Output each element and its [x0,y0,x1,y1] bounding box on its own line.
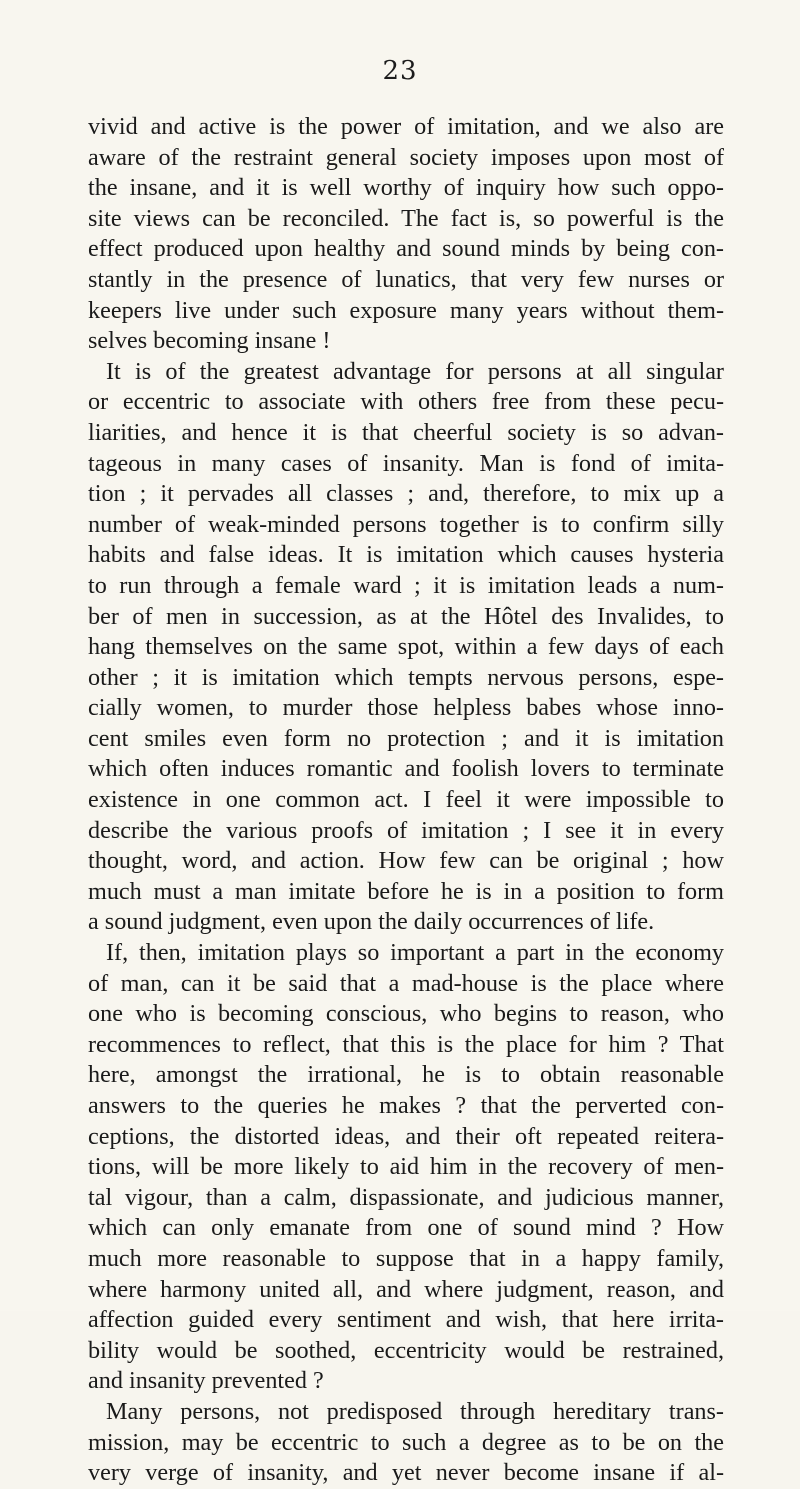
text-line: number of weak-minded persons together is to confirm silly [88,510,724,538]
text-line: here, amongst the irrational, he is to obtain reasonable [88,1061,724,1089]
text-line: keepers live under such exposure many years without them- [88,296,724,324]
text-line: site views can be reconciled. The fact is, so powerful is the [88,204,724,232]
text-line: existence in one common act. I feel it were impossible to [88,786,724,814]
text-line: thought, word, and action. How few can be original ; how [88,847,724,875]
text-line: affection guided every sentiment and wish, that here irrita- [88,1306,724,1334]
text-line: tions, will be more likely to aid him in the recovery of men- [88,1153,724,1181]
text-line: other ; it is imitation which tempts nervous persons, espe- [88,663,724,691]
text-line: to run through a female ward ; it is imitation leads a num- [88,571,724,599]
text-line: tal vigour, than a calm, dispassionate, and judicious manner, [88,1183,724,1211]
text-line: stantly in the presence of lunatics, that very few nurses or [88,265,724,293]
body-text [88,112,724,1489]
text-line: cially women, to murder those helpless babes whose inno- [88,694,724,722]
text-line: much more reasonable to suppose that in a happy family, [88,1244,724,1272]
text-line: tageous in many cases of insanity. Man is fond of imita- [88,449,724,477]
text-line: one who is becoming conscious, who begins to reason, who [88,1000,724,1028]
text-line: a sound judgment, even upon the daily occurrences of life. [88,908,655,936]
text-line: recommences to reflect, that this is the place for him ? That [88,1030,724,1058]
text-line: aware of the restraint general society imposes upon most of [88,143,724,171]
text-line: or eccentric to associate with others free from these pecu- [88,388,724,416]
text-line: describe the various proofs of imitation ; I see it in every [88,816,724,844]
text-line: bility would be soothed, eccentricity would be restrained, [88,1336,724,1364]
text-line: where harmony united all, and where judgment, reason, and [88,1275,724,1303]
text-line: ber of men in succession, as at the Hôtel des Invalides, to [88,602,724,630]
text-line: selves becoming insane ! [88,327,331,355]
text-line: vivid and active is the power of imitation, and we also are [88,113,724,140]
text-line: habits and false ideas. It is imitation which causes hysteria [88,541,724,569]
text-line: much must a man imitate before he is in a position to form [88,877,724,905]
text-line: cent smiles even form no protection ; and it is imitation [88,724,724,752]
text-line: ceptions, the distorted ideas, and their oft repeated reitera- [88,1122,724,1150]
text-line: very verge of insanity, and yet never become insane if al- [88,1459,724,1487]
text-line: which often induces romantic and foolish lovers to terminate [88,755,724,783]
text-line: of man, can it be said that a mad-house is the place where [88,969,724,997]
text-line: mission, may be eccentric to such a degree as to be on the [88,1428,724,1456]
text-line: and insanity prevented ? [88,1367,324,1395]
text-line: effect produced upon healthy and sound minds by being con- [88,235,724,263]
text-line: hang themselves on the same spot, within a few days of each [88,633,724,661]
paragraph-first-line: Many persons, not predisposed through hereditary trans- [106,1397,724,1425]
text-line: which can only emanate from one of sound mind ? How [88,1214,724,1242]
text-line: tion ; it pervades all classes ; and, therefore, to mix up a [88,480,724,508]
text-line: answers to the queries he makes ? that the perverted con- [88,1092,724,1119]
paragraph-first-line: If, then, imitation plays so important a part in the economy [106,939,724,967]
paragraph-first-line: It is of the greatest advantage for persons at all singular [106,357,724,385]
text-line: liarities, and hence it is that cheerful society is so advan- [88,418,724,446]
page-number: 23 [382,56,418,86]
text-line: the insane, and it is well worthy of inquiry how such oppo- [88,174,724,202]
